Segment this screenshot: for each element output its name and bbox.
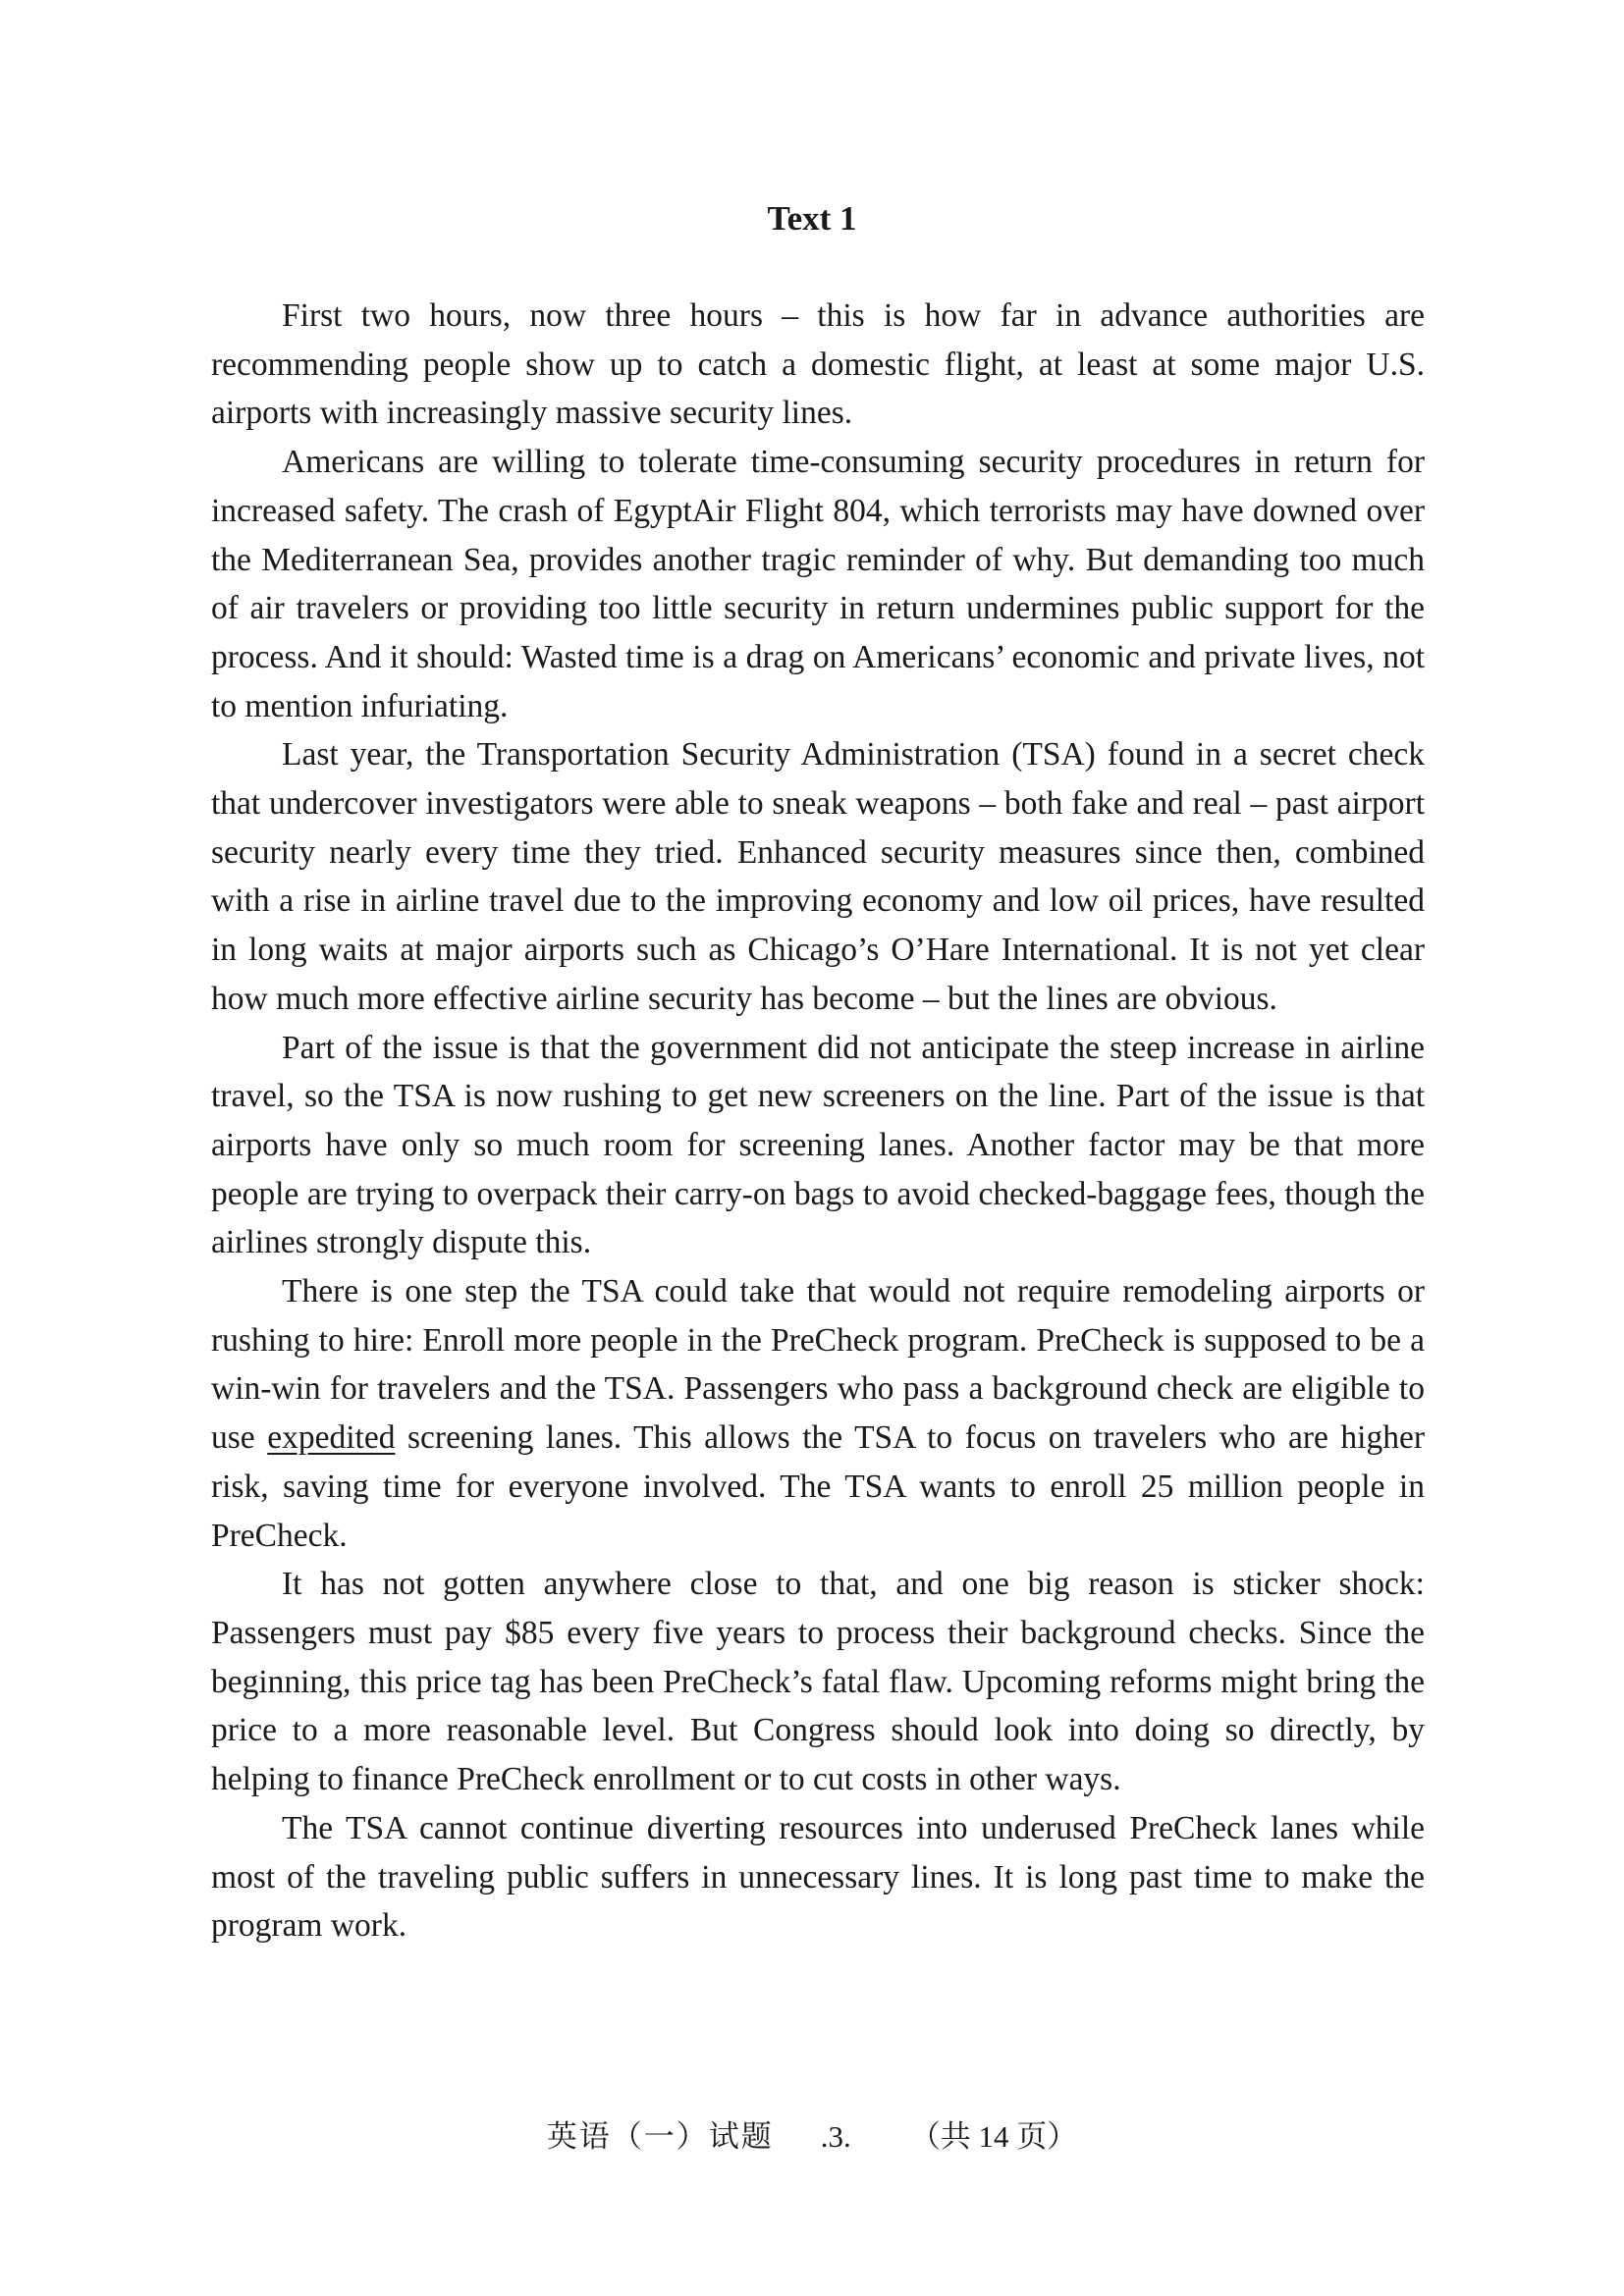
paragraph-2: [211, 438, 1425, 730]
passage-body: [211, 292, 1425, 1950]
paragraph-text: Americans are willing to tolerate time-consuming security procedures in return for increased safety. The crash of EgyptAir Flight 804, which terrorists may have downed over the Mediterranean Sea, provides another tragic reminder of why. But demanding too much of air travelers or providing too little security in return undermines public support for the process. And it should: Wasted time is a drag on Americans’ economic and private lives, not to mention infuriating.: [211, 444, 1425, 724]
footer-exam-title: 英语（一）试题: [546, 2119, 774, 2154]
paragraph-1: [211, 292, 1425, 438]
footer-page-number: .3.: [820, 2119, 851, 2154]
paragraph-text: screening lanes. This allows the TSA to focus on travelers who are higher risk, saving time for everyone involved. The TSA wants to enroll 25 million people in PreCheck.: [211, 1419, 1425, 1554]
page-title: Text 1: [767, 199, 857, 238]
paragraph-4: [211, 1024, 1425, 1268]
paragraph-text: Part of the issue is that the government did not anticipate the steep increase in airline travel, so the TSA is now rushing to get new screeners on the line. Part of the issue is that airports have only so much room for screening lanes. Another factor may be that more people are trying to overpack their carry-on bags to avoid checked-baggage fees, though the airlines strongly dispute this.: [211, 1029, 1425, 1261]
paragraph-text: Last year, the Transportation Security Administration (TSA) found in a secret check that undercover investigators were able to sneak weapons – both fake and real – past airport security nearly every time they tried. Enhanced security measures since then, combined with a rise in airline travel due to the improving economy and low oil prices, have resulted in long waits at major airports such as Chicago’s O’Hare International. It is not yet clear how much more effective airline security has become – but the lines are obvious.: [211, 736, 1425, 1017]
paragraph-text: The TSA cannot continue diverting resources into underused PreCheck lanes while most of the traveling public suffers in unnecessary lines. It is long past time to make the program work.: [211, 1809, 1425, 1945]
paragraph-text: First two hours, now three hours – this is how far in advance authorities are recommending people show up to catch a domestic flight, at least at some major U.S. airports with increasingly massive security lines.: [211, 297, 1425, 432]
paragraph-5: [211, 1267, 1425, 1560]
paragraph-7: [211, 1804, 1425, 1950]
footer-total-pages: （共 14 页）: [909, 2119, 1078, 2154]
paragraph-6: [211, 1560, 1425, 1804]
underlined-word: expedited: [267, 1419, 396, 1457]
paragraph-text: There is one step the TSA could take that would not require remodeling airports or rushing to hire: Enroll more people in the PreCheck program. PreCheck is supposed to be a win-win for travelers and the TSA. Passengers who pass a background check are eligible to use: [211, 1273, 1425, 1457]
paragraph-3: [211, 730, 1425, 1023]
page-footer: [0, 2115, 1624, 2159]
paragraph-text: It has not gotten anywhere close to that, and one big reason is sticker shock: Passengers must pay $85 every five years to process their background checks. Since the beginning, this price tag has been PreCheck’s fatal flaw. Upcoming reforms might bring the price to a more reasonable level. But Congress should look into doing so directly, by helping to finance PreCheck enrollment or to cut costs in other ways.: [211, 1566, 1425, 1798]
